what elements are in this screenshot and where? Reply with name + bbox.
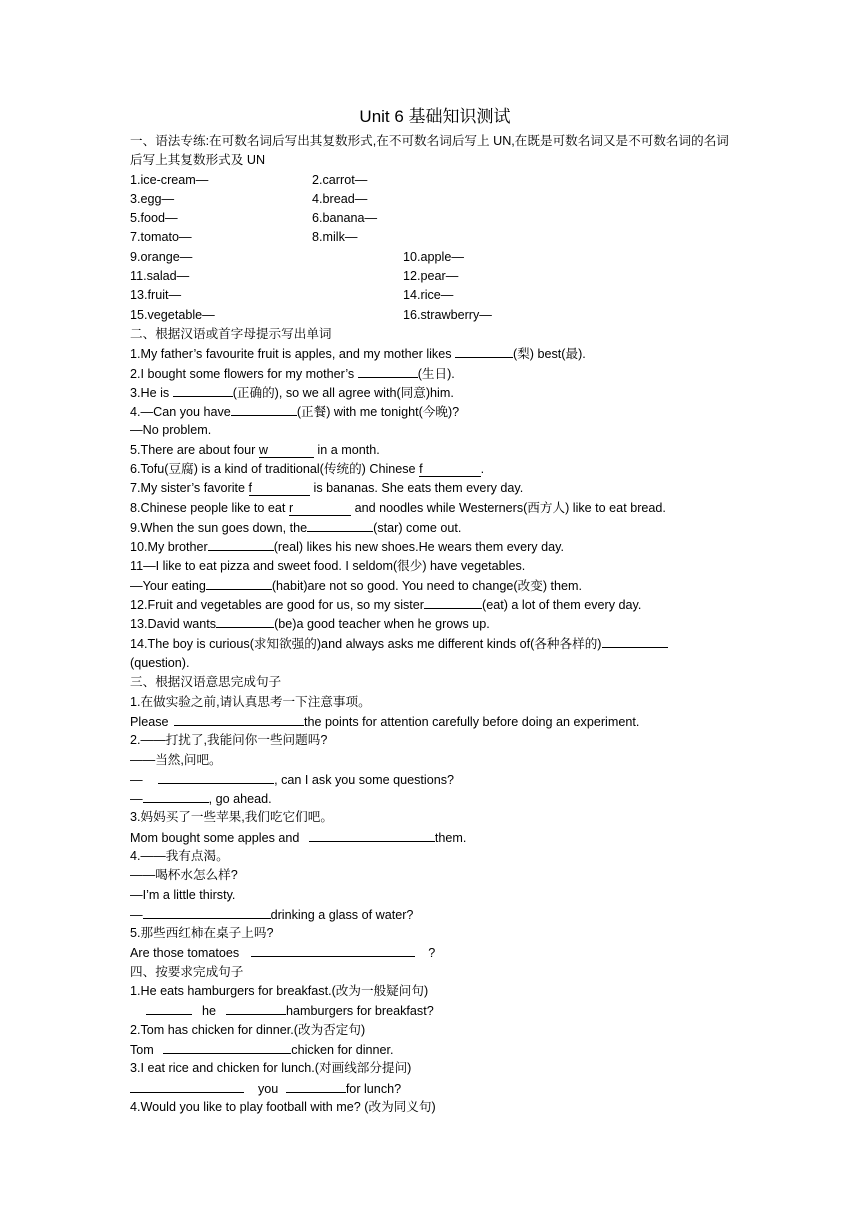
sentence-3-chinese: 3.妈妈买了一些苹果,我们吃它们吧。: [130, 810, 333, 825]
list-item: 3.egg—: [130, 191, 175, 206]
sentence-1-english: Please the points for attention carefully before doing an experiment.: [130, 712, 740, 731]
answer-blank[interactable]: [286, 1079, 346, 1093]
list-item: 14.rice—: [403, 288, 454, 303]
list-item: 13.fruit—: [130, 288, 182, 303]
section-1-items-a: [130, 171, 740, 248]
answer-blank[interactable]: [146, 1001, 192, 1015]
list-item: 11.salad—: [130, 269, 190, 284]
answer-blank[interactable]: [226, 1001, 286, 1015]
page-title: Unit 6 基础知识测试: [359, 107, 511, 126]
answer-blank[interactable]: [309, 828, 435, 842]
question-7: 7.My sister’s favorite f is bananas. She eats them every day.: [130, 481, 524, 496]
answer-blank[interactable]: [173, 383, 233, 397]
sentence-2-chinese-reply: ——当然,问吧。: [130, 752, 222, 767]
answer-blank[interactable]: [424, 595, 482, 609]
question-10: 10.My brother (real) likes his new shoes.He wears them every day.: [130, 537, 740, 556]
answer-blank[interactable]: f: [419, 462, 481, 477]
rewrite-1-answer: he hamburgers for breakfast?: [130, 1001, 740, 1020]
question-6: 6.Tofu(豆腐) is a kind of traditional(传统的) Chinese f .: [130, 462, 485, 477]
rewrite-3: 3.I eat rice and chicken for lunch.(对画线部分提问): [130, 1061, 412, 1076]
answer-blank[interactable]: r: [289, 501, 351, 516]
sentence-4-chinese: 4.——我有点渴。: [130, 848, 229, 863]
list-item: 10.apple—: [403, 249, 464, 264]
list-item: 6.banana—: [312, 211, 378, 226]
list-item: 12.pear—: [403, 269, 459, 284]
sentence-4-english-reply: — drinking a glass of water?: [130, 905, 740, 924]
worksheet: [130, 104, 740, 1117]
list-item: 16.strawberry—: [403, 307, 492, 322]
section-1-items-b: [130, 248, 740, 325]
list-item: 8.milk—: [312, 230, 358, 245]
rewrite-4: 4.Would you like to play football with me? (改为同义句): [130, 1099, 436, 1114]
rewrite-2: 2.Tom has chicken for dinner.(改为否定句): [130, 1022, 366, 1037]
section-1-heading: 一、语法专练:在可数名词后写出其复数形式,在不可数名词后写上 UN,在既是可数名词又是不可数名词的名词后写上其复数形式及 UN: [130, 134, 729, 168]
sentence-2-english: — , can I ask you some questions?: [130, 770, 740, 789]
rewrite-3-answer: you for lunch?: [130, 1079, 740, 1098]
answer-blank[interactable]: f: [249, 481, 311, 496]
list-item: 2.carrot—: [312, 172, 368, 187]
answer-blank[interactable]: [208, 537, 274, 551]
question-8: 8.Chinese people like to eat r and noodles while Westerners(西方人) like to eat bread.: [130, 500, 666, 515]
answer-blank[interactable]: [251, 943, 415, 957]
answer-blank[interactable]: [174, 712, 304, 726]
question-9: 9.When the sun goes down, the (star) come out.: [130, 518, 740, 537]
question-5: 5.There are about four w in a month.: [130, 442, 380, 457]
question-12: 12.Fruit and vegetables are good for us, so my sister (eat) a lot of them every day.: [130, 595, 740, 614]
question-4: 4.—Can you have (正餐) with me tonight(今晚)?: [130, 402, 740, 421]
sentence-5-english: Are those tomatoes ?: [130, 943, 740, 962]
question-3: 3.He is (正确的), so we all agree with(同意)him.: [130, 383, 740, 402]
list-item: 5.food—: [130, 211, 178, 226]
rewrite-1: 1.He eats hamburgers for breakfast.(改为一般疑问句): [130, 984, 429, 999]
answer-blank[interactable]: [206, 576, 272, 590]
list-item: 9.orange—: [130, 249, 193, 264]
answer-blank[interactable]: [602, 634, 668, 648]
answer-blank[interactable]: [455, 344, 513, 358]
sentence-1-chinese: 1.在做实验之前,请认真思考一下注意事项。: [130, 694, 371, 709]
answer-blank[interactable]: [158, 770, 274, 784]
question-11-reply: —Your eating (habit)are not so good. You need to change(改变) them.: [130, 576, 740, 595]
section-4-heading: 四、按要求完成句子: [130, 964, 244, 979]
sentence-2-chinese: 2.——打扰了,我能问你一些问题吗?: [130, 733, 328, 748]
question-13: 13.David wants (be)a good teacher when he grows up.: [130, 614, 740, 633]
list-item: 1.ice-cream—: [130, 172, 209, 187]
list-item: 7.tomato—: [130, 230, 192, 245]
question-11: 11—I like to eat pizza and sweet food. I seldom(很少) have vegetables.: [130, 558, 526, 573]
answer-blank[interactable]: [216, 614, 274, 628]
sentence-5-chinese: 5.那些西红柿在桌子上吗?: [130, 926, 274, 941]
answer-blank[interactable]: [143, 905, 271, 919]
rewrite-2-answer: Tom chicken for dinner.: [130, 1040, 740, 1059]
answer-blank[interactable]: [358, 364, 418, 378]
question-1: 1.My father’s favourite fruit is apples, and my mother likes (梨) best(最).: [130, 344, 740, 363]
answer-blank[interactable]: w: [259, 443, 314, 458]
answer-blank[interactable]: [307, 518, 373, 532]
question-2: 2.I bought some flowers for my mother’s (生日).: [130, 364, 740, 383]
sentence-3-english: Mom bought some apples and them.: [130, 828, 740, 847]
section-2-heading: 二、根据汉语或首字母提示写出单词: [130, 326, 332, 341]
question-14: 14.The boy is curious(求知欲强的)and always asks me different kinds of(各种各样的) (question).: [130, 634, 740, 674]
sentence-4-english: —I’m a little thirsty.: [130, 887, 236, 902]
answer-blank[interactable]: [163, 1040, 291, 1054]
list-item: 4.bread—: [312, 191, 368, 206]
section-3-heading: 三、根据汉语意思完成句子: [130, 675, 282, 690]
answer-blank[interactable]: [130, 1079, 244, 1093]
list-item: 15.vegetable—: [130, 307, 215, 322]
question-4-reply: —No problem.: [130, 423, 212, 438]
sentence-4-chinese-reply: ——喝杯水怎么样?: [130, 868, 238, 883]
sentence-2-english-reply: — , go ahead.: [130, 789, 740, 808]
answer-blank[interactable]: [231, 402, 297, 416]
answer-blank[interactable]: [143, 789, 209, 803]
